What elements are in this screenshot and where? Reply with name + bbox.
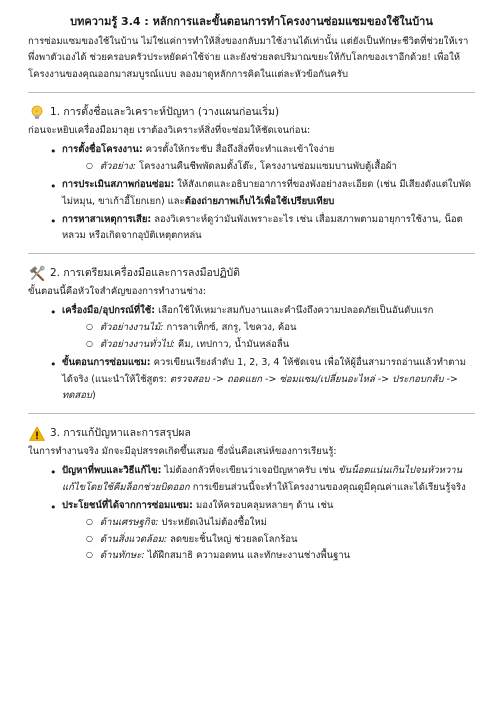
- sub-list-item: ○ ด้านทักษะ: ได้ฝึกสมาธิ ความอดทน และทักษะงานช่างพื้นฐาน: [86, 548, 475, 565]
- section-2-title: 2. การเตรียมเครื่องมือและการลงมือปฏิบัติ: [50, 267, 241, 280]
- section-divider: [28, 413, 475, 414]
- section-1-list: [50, 142, 475, 245]
- sub-list-item: ○ ตัวอย่าง: โครงงานคืนชีพพัดลมตั้งโต๊ะ, โครงงานซ่อมแซมบานพับตู้เสื้อผ้า: [86, 159, 475, 176]
- section-divider: [28, 253, 475, 254]
- tools-icon: [28, 265, 46, 283]
- list-item: • ขั้นตอนการซ่อมแซม: ควรเขียนเรียงลำดับ 1, 2, 3, 4 ให้ชัดเจน เพื่อให้ผู้อื่นสามารถอ่านแล้วทำตามได้จริง (แนะนำให้ใช้สูตร: ตรวจสอบ -> ถอดแยก -> ซ่อมแซม/เปลี่ยนอะไหล่ -> ประกอบกลับ -> ทดสอบ): [50, 355, 475, 406]
- list-item: • เครื่องมือ/อุปกรณ์ที่ใช้: เลือกใช้ให้เหมาะสมกับงานและคำนึงถึงความปลอดภัยเป็นอันดับแรก ○ ตัวอย่างงานไม้: การลาเท็กซ์, สกรู, ไขควง, ค้อน ○ ตัวอย่างงานทั่วไป: คีม, เทปกาว, น้ำมันหล่อลื่น: [50, 303, 475, 354]
- section-divider: [28, 92, 475, 93]
- intro-paragraph: การซ่อมแซมของใช้ในบ้าน ไม่ใช่แค่การทำให้สิ่งของกลับมาใช้งานได้เท่านั้น แต่ยังเป็นทักษะชีวิตที่ช่วยให้เราพึ่งพาตัวเองได้ ช่วยครอบครัวประหยัดค่าใช้จ่าย และยังช่วยลดปริมาณขยะให้กับโลกของเราอีกด้วย! เพื่อให้โครงงานของคุณออกมาสมบูรณ์แบบ ลองมาดูหลักการคิดในแต่ละหัวข้อกันครับ: [28, 35, 469, 81]
- warning-icon: [28, 425, 46, 443]
- list-item: • การประเมินสภาพก่อนซ่อม: ให้สังเกตและอธิบายอาการที่ของพังอย่างละเอียด (เช่น มีเสียงดังแต่ใบพัดไม่หมุน, ขาเก้าอี้โยกเยก) และต้องถ่ายภาพเก็บไว้เพื่อใช้เปรียบเทียบ: [50, 177, 475, 211]
- section-1-title: 1. การตั้งชื่อและวิเคราะห์ปัญหา (วางแผนก่อนเริ่ม): [50, 106, 280, 119]
- sub-list: [86, 515, 475, 566]
- lightbulb-icon: [28, 104, 46, 122]
- sub-list-item: ○ ด้านสิ่งแวดล้อม: ลดขยะชิ้นใหญ่ ช่วยลดโลกร้อน: [86, 532, 475, 549]
- list-item: • การหาสาเหตุการเสีย: ลองวิเคราะห์ดูว่ามันพังเพราะอะไร เช่น เสื่อมสภาพตามอายุการใช้งาน, น็อตหลวม หรือเกิดจากอุบัติเหตุตกหล่น: [50, 212, 475, 246]
- list-item: • การตั้งชื่อโครงงาน: ควรตั้งให้กระชับ สื่อถึงสิ่งที่จะทำและเข้าใจง่าย ○ ตัวอย่าง: โครงงานคืนชีพพัดลมตั้งโต๊ะ, โครงงานซ่อมแซมบานพับตู้เสื้อผ้า: [50, 142, 475, 176]
- sub-list-item: ○ ด้านเศรษฐกิจ: ประหยัดเงินไม่ต้องซื้อใหม่: [86, 515, 475, 532]
- document-title: บทความรู้ 3.4 : หลักการและขั้นตอนการทำโครงงานซ่อมแซมของใช้ในบ้าน: [70, 15, 433, 28]
- section-1-lead: ก่อนจะหยิบเครื่องมือมาลุย เราต้องวิเคราะห์สิ่งที่จะซ่อมให้ชัดเจนก่อน:: [28, 124, 311, 136]
- sub-list: [86, 320, 475, 354]
- section-3-lead: ในการทำงานจริง มักจะมีอุปสรรคเกิดขึ้นเสมอ ซึ่งนั่นคือเสน่ห์ของการเรียนรู้:: [28, 446, 337, 458]
- list-item: • ปัญหาที่พบและวิธีแก้ไข: ไม่ต้องกลัวที่จะเขียนว่าเจอปัญหาครับ เช่น ขันน็อตแน่นเกินไปจนหัวหวาน แก้ไขโดยใช้คีมล็อกช่วยบิดออก การเขียนส่วนนี้จะทำให้โครงงานของคุณดูมีคุณค่าและได้เรียนรู้จริง: [50, 463, 475, 497]
- sub-list-item: ○ ตัวอย่างงานไม้: การลาเท็กซ์, สกรู, ไขควง, ค้อน: [86, 320, 475, 337]
- sub-list-item: ○ ตัวอย่างงานทั่วไป: คีม, เทปกาว, น้ำมันหล่อลื่น: [86, 337, 475, 354]
- section-1-heading: [28, 103, 475, 122]
- section-2-list: [50, 303, 475, 405]
- section-2-heading: [28, 264, 475, 283]
- list-item: • ประโยชน์ที่ได้จากการซ่อมแซม: มองให้ครอบคลุมหลายๆ ด้าน เช่น ○ ด้านเศรษฐกิจ: ประหยัดเงินไม่ต้องซื้อใหม่ ○ ด้านสิ่งแวดล้อม: ลดขยะชิ้นใหญ่ ช่วยลดโลกร้อน ○ ด้านทักษะ: ได้ฝึกสมาธิ ความอดทน และทักษะงานช่างพื้นฐาน: [50, 498, 475, 566]
- sub-list: [86, 159, 475, 176]
- section-3-title: 3. การแก้ปัญหาและการสรุปผล: [50, 427, 191, 440]
- section-2-lead: ขั้นตอนนี้คือหัวใจสำคัญของการทำงานช่าง:: [28, 286, 207, 298]
- section-3-heading: [28, 424, 475, 443]
- section-3-list: [50, 463, 475, 565]
